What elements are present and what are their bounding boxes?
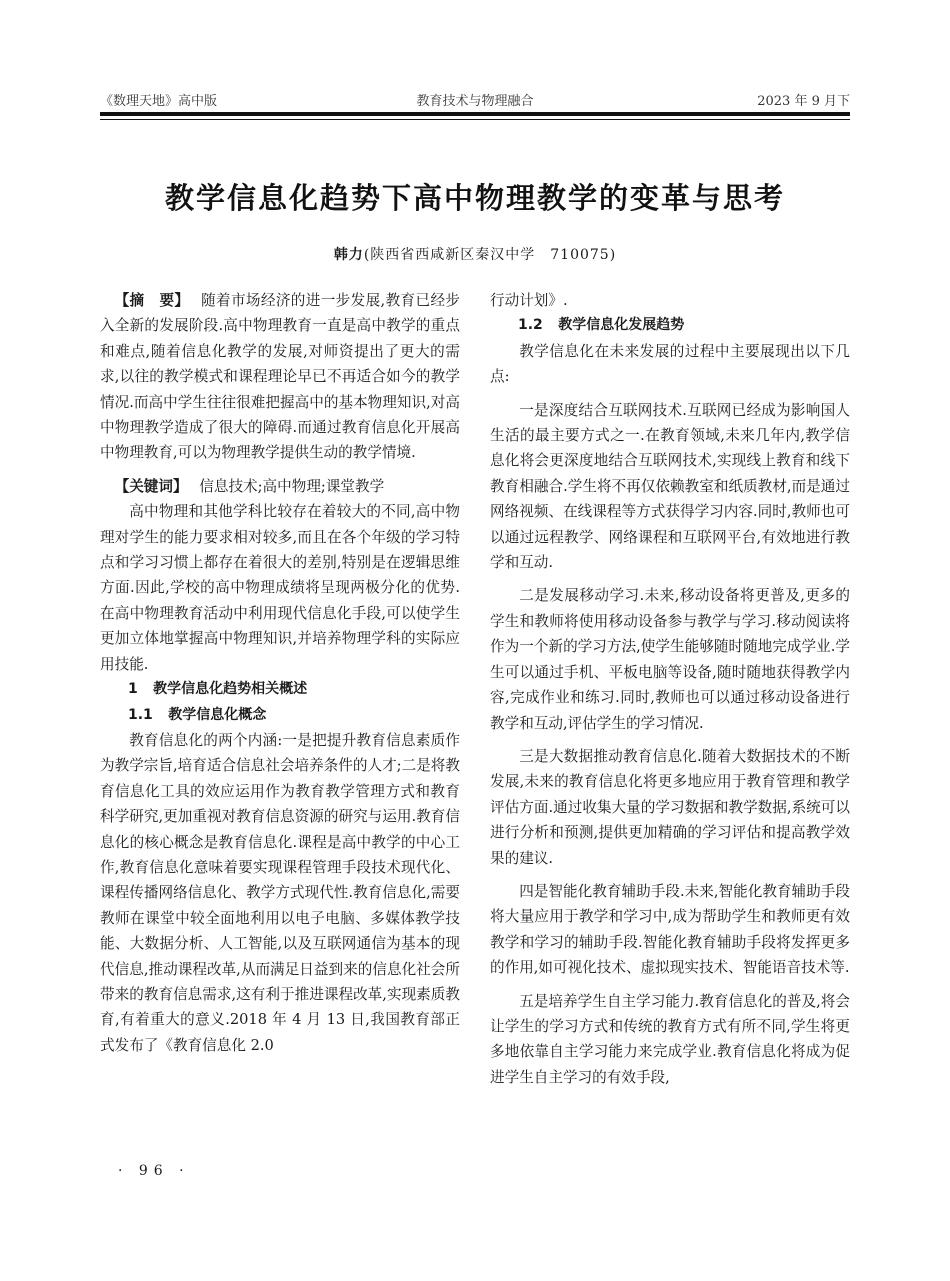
- lead-paragraph: 教学信息化在未来发展的过程中主要展现出以下几点:: [490, 342, 850, 386]
- header-rule-thin: [100, 119, 850, 120]
- page-number: · 96 ·: [118, 1163, 190, 1179]
- keywords: [100, 474, 460, 499]
- abstract: [100, 288, 460, 466]
- section-heading-text: 教学信息化趋势相关概述: [153, 681, 308, 698]
- keywords-text: 信息技术;高中物理;课堂教学: [199, 477, 385, 495]
- point-paragraph: 五是培养学生自主学习能力.教育信息化的普及,将会让学生的学习方式和传统的教育方式有所不同,学生将更多地依靠自主学习能力来完成学业.教育信息化将成为促进学生自主学习的有效手段,: [490, 992, 850, 1086]
- author-affiliation: (陕西省西咸新区秦汉中学 710075): [363, 247, 617, 263]
- section-name: 教育技术与物理融合: [416, 94, 534, 109]
- author-name: 韩力: [333, 247, 364, 263]
- issue-date: 2023 年 9 月下: [757, 94, 850, 109]
- body-paragraph: 教育信息化的两个内涵:一是把提升教育信息素质作为教学宗旨,培育适合信息社会培养条件的人才;二是将教育信息化工具的效应运用作为教育教学管理方式和教育科学研究,更加重视对教育信息资源的研究与运用.教育信息化的核心概念是教育信息化.课程是高中教学的中心工作,教育信息化意味着要实现课程管理手段技术现代化、课程传播网络信息化、教学方式现代性.教育信息化,需要教师在课堂中较全面地利用以电子电脑、多媒体教学技能、大数据分析、人工智能,以及互联网通信为基本的现代信息,推动课程改革,从而满足日益到来的信息化社会所带来的教育信息需求,这有利于推进课程改革,实现素质教育,有着重大的意义.2018 年 4 月 13 日,我国教育部正式发布了《教育信息化 2.0: [100, 731, 460, 1054]
- section-heading-1: [100, 677, 460, 702]
- article-title: 教学信息化趋势下高中物理教学的变革与思考: [164, 181, 785, 215]
- subsection-number: 1.1: [128, 706, 153, 723]
- abstract-label: 【摘 要】: [114, 292, 190, 309]
- right-column: [490, 288, 850, 1090]
- point-paragraph: 一是深度结合互联网技术.互联网已经成为影响国人生活的最主要方式之一.在教育领域,未来几年内,教学信息化将会更深度地结合互联网技术,实现线上教育和线下教育相融合.学生将不再仅依赖教室和纸质教材,而是通过网络视频、在线课程等方式获得学习内容.同时,教师也可以通过远程教学、网络课程和互联网平台,有效地进行教学和互动.: [490, 401, 850, 572]
- point-paragraph: 三是大数据推动教育信息化.随着大数据技术的不断发展,未来的教育信息化将更多地应用于教育管理和教学评估方面.通过收集大量的学习数据和教学数据,系统可以进行分析和预测,提供更加精确的学习评估和提高教学效果的建议.: [490, 747, 850, 867]
- keywords-label: 【关键词】: [114, 477, 188, 495]
- header-rule-thick: [100, 112, 850, 116]
- abstract-text: 随着市场经济的进一步发展,教育已经步入全新的发展阶段.高中物理教育一直是高中教学的重点和难点,随着信息化教学的发展,对师资提出了更大的需求,以往的教学模式和课程理论早已不再适合如今的教学情况.而高中学生往往很难把握高中的基本物理知识,对高中物理教学造成了很大的障碍.而通过教育信息化开展高中物理教育,可以为物理教学提供生动的教学情境.: [100, 292, 460, 462]
- subsection-heading-text: 教学信息化发展趋势: [558, 317, 685, 334]
- subsection-number: 1.2: [518, 317, 543, 334]
- subsection-heading-1-2: [490, 313, 850, 338]
- left-column: [100, 288, 460, 1058]
- byline: [100, 244, 850, 264]
- journal-name: 《数理天地》高中版: [100, 94, 218, 109]
- subsection-heading-text: 教学信息化概念: [168, 706, 267, 723]
- section-number: 1: [128, 681, 138, 698]
- point-paragraph: 二是发展移动学习.未来,移动设备将更普及,更多的学生和教师将使用移动设备参与教学与学习.移动阅读将作为一个新的学习方法,使学生能够随时随地完成学业.学生可以通过手机、平板电脑等设备,随时随地获得教学内容,完成作业和练习.同时,教师也可以通过移动设备进行教学和互动,评估学生的学习情况.: [490, 587, 850, 732]
- point-paragraph: 四是智能化教育辅助手段.未来,智能化教育辅助手段将大量应用于教学和学习中,成为帮助学生和教师更有效教学和学习的辅助手段.智能化教育辅助手段将发挥更多的作用,如可视化技术、虚拟现实技术、智能语音技术等.: [490, 882, 850, 977]
- running-header: [100, 90, 850, 110]
- subsection-heading-1-1: [100, 703, 460, 728]
- continued-text: 行动计划》.: [490, 292, 568, 309]
- intro-paragraph: 高中物理和其他学科比较存在着较大的不同,高中物理对学生的能力要求相对较多,而且在各个年级的学习特点和学习习惯上都存在着很大的差别,特别是在逻辑思维方面.因此,学校的高中物理成绩将呈现两极分化的优势.在高中物理教育活动中利用现代信息化手段,可以使学生更加立体地掌握高中物理知识,并培养物理学科的实际应用技能.: [100, 503, 460, 673]
